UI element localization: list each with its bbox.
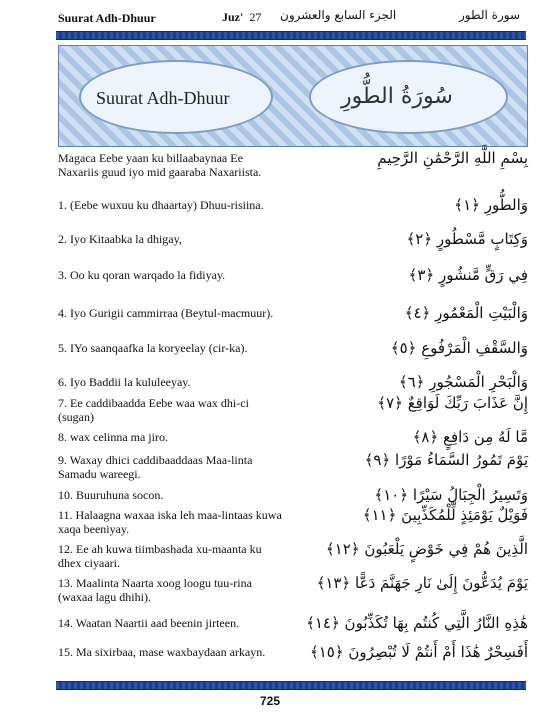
verse-translation: 5. IYo saanqaafka la koryeelay (cir-ka).	[58, 341, 248, 355]
verse-arabic: هَٰذِهِ النَّارُ الَّتِي كُنتُم بِهَا تُكَذِّبُونَ ﴿١٤﴾	[306, 614, 528, 632]
verse-translation: 8. wax celinna ma jiro.	[58, 430, 168, 444]
verse-arabic: وَكِتَابٍ مَّسْطُورٍ ﴿٢﴾	[406, 230, 528, 248]
verse-translation: Magaca Eebe yaan ku billaabaynaa Ee Naxariis guud iyo mid gaaraba Naxariista.	[58, 151, 262, 179]
verse-arabic: وَالْبَحْرِ الْمَسْجُورِ ﴿٦﴾	[398, 373, 528, 391]
header-arabic-surah: سورة الطور	[459, 8, 520, 22]
surah-banner	[58, 45, 528, 147]
juz-number: 27	[249, 10, 262, 24]
bottom-decorative-bar	[56, 681, 526, 690]
verse-arabic: وَالسَّقْفِ الْمَرْفُوعِ ﴿٥﴾	[390, 339, 528, 357]
verse-translation: 11. Halaagna waxaa iska leh maa-lintaas kuwa xaqa beeniyay.	[58, 508, 282, 536]
verse-arabic: وَالْبَيْتِ الْمَعْمُورِ ﴿٤﴾	[404, 304, 528, 322]
verse-translation: 6. Iyo Baddii la kululeeyay.	[58, 375, 191, 389]
verse-translation: 7. Ee caddibaadda Eebe waa wax dhi-ci (sugan)	[58, 396, 249, 424]
verse-translation: 2. Iyo Kitaabka la dhigay,	[58, 232, 182, 246]
verse-arabic: فِي رَقٍّ مَّنشُورٍ ﴿٣﴾	[408, 266, 528, 284]
verse-arabic: أَفَسِحْرٌ هَٰذَا أَمْ أَنتُمْ لَا تُبْصِرُونَ ﴿١٥﴾	[309, 643, 528, 661]
juz-label: Juz'	[222, 10, 244, 24]
header-arabic-juz: الجزء السابع والعشرون	[280, 8, 397, 22]
verse-arabic: وَتَسِيرُ الْجِبَالُ سَيْرًا ﴿١٠﴾	[374, 486, 528, 504]
verse-translation: 3. Oo ku qoran warqado la fidiyay.	[58, 268, 226, 282]
header-juz	[222, 10, 261, 25]
verse-translation: 15. Ma sixirbaa, mase waxbaydaan arkayn.	[58, 645, 266, 659]
verse-translation: 13. Maalinta Naarta xoog loogu tuu-rina (waxaa lagu dhihi).	[58, 576, 252, 604]
page-number: 725	[259, 694, 281, 708]
top-decorative-bar	[56, 31, 526, 40]
verse-translation: 9. Waxay dhici caddibaaddaas Maa-linta Samadu wareegi.	[58, 453, 253, 481]
verse-translation: 1. (Eebe wuxuu ku dhaartay) Dhuu-risiina.	[58, 198, 264, 212]
verse-translation: 14. Waatan Naartii aad beenin jirteen.	[58, 616, 240, 630]
banner-arabic-title: سُورَةُ الطُّورِ	[341, 84, 453, 109]
header-surah-name: Suurat Adh-Dhuur	[58, 11, 156, 25]
verse-arabic: مَّا لَهُ مِن دَافِعٍ ﴿٨﴾	[412, 428, 528, 446]
verse-arabic: الَّذِينَ هُمْ فِي خَوْضٍ يَلْعَبُونَ ﴿١٢﴾	[325, 540, 528, 558]
verse-arabic: إِنَّ عَذَابَ رَبِّكَ لَوَاقِعٌ ﴿٧﴾	[377, 394, 528, 412]
verse-translation: 4. Iyo Gurigii cammirraa (Beytul-macmuur).	[58, 306, 274, 320]
verse-translation: 12. Ee ah kuwa tiimbashada xu-maanta ku dhex ciyaari.	[58, 542, 262, 570]
banner-title: Suurat Adh-Dhuur	[96, 88, 230, 108]
verse-translation: 10. Buuruhuna socon.	[58, 488, 164, 502]
verse-arabic: بِسْمِ اللَّهِ الرَّحْمَٰنِ الرَّحِيمِ	[377, 149, 528, 167]
verse-arabic: وَالطُّورِ ﴿١﴾	[454, 196, 528, 214]
page-header	[0, 0, 540, 32]
verse-arabic: يَوْمَ تَمُورُ السَّمَاءُ مَوْرًا ﴿٩﴾	[364, 451, 528, 469]
verse-arabic: يَوْمَ يُدَعُّونَ إِلَىٰ نَارِ جَهَنَّمَ دَعًّا ﴿١٣﴾	[316, 574, 528, 592]
verse-arabic: فَوَيْلٌ يَوْمَئِذٍ لِّلْمُكَذِّبِينَ ﴿١١﴾	[362, 506, 528, 524]
